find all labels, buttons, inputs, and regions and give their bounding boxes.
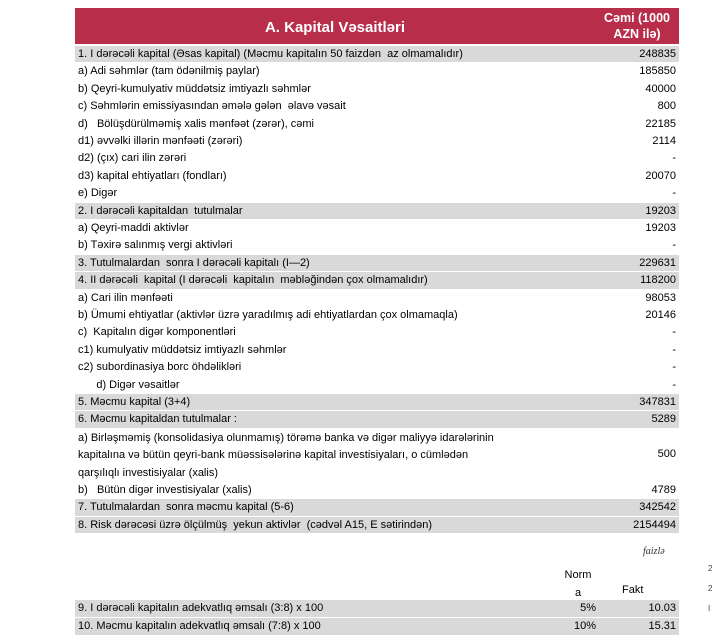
table-row [75, 63, 679, 79]
table-row [75, 517, 679, 533]
row-value: - [672, 187, 676, 200]
ratio-row [75, 618, 679, 635]
row-label: b) Ümumi ehtiyatlar (aktivlər üzrə yaradılmış adi ehtiyatlardan çox olmamaqla) [78, 309, 458, 321]
table-row [75, 46, 679, 62]
table-row [75, 220, 679, 236]
row-value: 19203 [645, 204, 676, 217]
table-row [75, 237, 679, 253]
row-label: e) Digər [78, 187, 118, 200]
ratio-fact: 10.03 [648, 602, 676, 614]
table-row [75, 98, 679, 114]
row-label: a) Cari ilin mənfəəti [78, 291, 173, 304]
row-value: - [672, 152, 676, 165]
row-label: 6. Məcmu kapitaldan tutulmalar : [78, 413, 237, 426]
table-row [75, 377, 679, 393]
row-value: 22185 [645, 117, 676, 130]
row-value: - [672, 361, 676, 374]
total-column-header: Cəmi (1000 AZN ilə) [603, 11, 670, 41]
row-value: - [672, 378, 676, 391]
table-row [75, 482, 679, 498]
row-label: 7. Tutulmalardan sonra məcmu kapital (5-6) [78, 501, 294, 514]
row-value: 347831 [639, 396, 676, 408]
row-value: 4789 [651, 483, 676, 496]
row-label: a) Qeyri-maddi aktivlər [78, 222, 189, 234]
row-label: b) Təxirə salınmış vergi aktivləri [78, 239, 233, 252]
row-value: 248835 [639, 48, 676, 60]
ratio-label: 10. Məcmu kapitalın adekvatlıq əmsalı (7:8) x 100 [78, 620, 321, 632]
row-value: 20146 [645, 309, 676, 321]
row-value: 40000 [645, 82, 676, 95]
row-label: c) Səhmlərin emissiyasından əmələ gələn əlavə vəsait [78, 100, 346, 113]
table-row [75, 185, 679, 201]
row-value: 800 [657, 100, 676, 113]
table-row [75, 499, 679, 515]
row-label: 3. Tutulmalardan sonra I dərəcəli kapitalı (I—2) [78, 256, 310, 269]
fact-header: Fakt [622, 584, 644, 596]
table-row [75, 290, 679, 306]
table-row [75, 324, 679, 340]
row-label: d3) kapital ehtiyatları (fondları) [78, 169, 227, 182]
table-title: A. Kapital Vəsaitləri [264, 19, 406, 36]
table-row [75, 411, 679, 427]
row-label: b) Bütün digər investisiyalar (xalis) [78, 483, 252, 496]
table-row [75, 307, 679, 323]
row-value: 5289 [651, 413, 676, 426]
table-row [75, 203, 679, 219]
table-row [75, 255, 679, 271]
ratio-norm: 10% [573, 620, 596, 632]
row-value: 229631 [639, 256, 676, 269]
table-row [75, 150, 679, 166]
ratio-norm: 5% [580, 602, 596, 614]
row-label: d2) (çıx) cari ilin zərəri [78, 152, 187, 165]
row-value: 20070 [645, 169, 676, 182]
row-label: d1) əvvəlki illərin mənfəəti (zərəri) [78, 135, 243, 147]
table-row [75, 168, 679, 184]
edge-mark: 2 [708, 584, 712, 593]
row-value: - [672, 326, 676, 339]
row-label: 2. I dərəcəli kapitaldan tutulmalar [78, 204, 243, 217]
multiline-row: a) Birləşməmiş (konsolidasiya olunmamış) törəmə banka və digər maliyyə idarələrinin kapitalına və bütün qeyri-bank müəssisələrinə kapital investisiyaları, o cümlədən qarşılıqlı investisiyalar (xalis) [78, 431, 494, 479]
row-label: 1. I dərəcəli kapital (Əsas kapital) (Məcmu kapitalın 50 faizdən az olmamalıdır) [78, 48, 463, 60]
table-row [75, 394, 679, 410]
row-label: c1) kumulyativ müddətsiz imtiyazlı səhmlər [78, 343, 287, 356]
table-row [75, 342, 679, 358]
row-value: 342542 [639, 501, 676, 514]
table-row [75, 272, 679, 288]
row-value: 118200 [640, 274, 676, 287]
row-label: a) Adi səhmlər (tam ödənilmiş paylar) [78, 65, 260, 78]
row-value: 185850 [639, 65, 676, 78]
row-value: 2154494 [633, 518, 676, 531]
row-label: 8. Risk dərəcəsi üzrə ölçülmüş yekun aktivlər (cədvəl A15, E sətirindən) [78, 518, 432, 531]
row-label: b) Qeyri-kumulyativ müddətsiz imtiyazlı səhmlər [78, 82, 311, 95]
edge-mark: 2 [708, 564, 712, 573]
edge-mark: I [708, 604, 711, 613]
ratio-fact: 15.31 [648, 620, 676, 632]
table-row [75, 81, 679, 97]
row-label: c2) subordinasiya borc öhdəlikləri [78, 361, 242, 374]
table-header [75, 8, 679, 44]
row-value: - [672, 343, 676, 356]
row-value: 19203 [645, 222, 676, 234]
unit-note: faizlə [643, 546, 665, 557]
row-label: c) Kapitalın digər komponentləri [78, 326, 236, 339]
ratio-label: 9. I dərəcəli kapitalın adekvatlıq əmsalı (3:8) x 100 [78, 602, 324, 614]
norm-header: Norm a [564, 569, 592, 599]
row-label: d) Bölüşdürülməmiş xalis mənfəət (zərər), cəmi [78, 117, 314, 130]
row-label: 4. II dərəcəli kapital (I dərəcəli kapitalın məbləğindən çox olmamalıdır) [78, 274, 428, 287]
row-value: - [672, 239, 676, 252]
table-row [75, 359, 679, 375]
row-label: 5. Məcmu kapital (3+4) [78, 396, 191, 408]
row-label: d) Digər vəsaitlər [78, 378, 180, 391]
row-value: 2114 [652, 135, 676, 147]
ratio-row [75, 600, 679, 617]
table-row [75, 116, 679, 132]
row-value: 98053 [645, 291, 676, 304]
multiline-row-value: 500 [657, 447, 676, 460]
table-row [75, 133, 679, 149]
